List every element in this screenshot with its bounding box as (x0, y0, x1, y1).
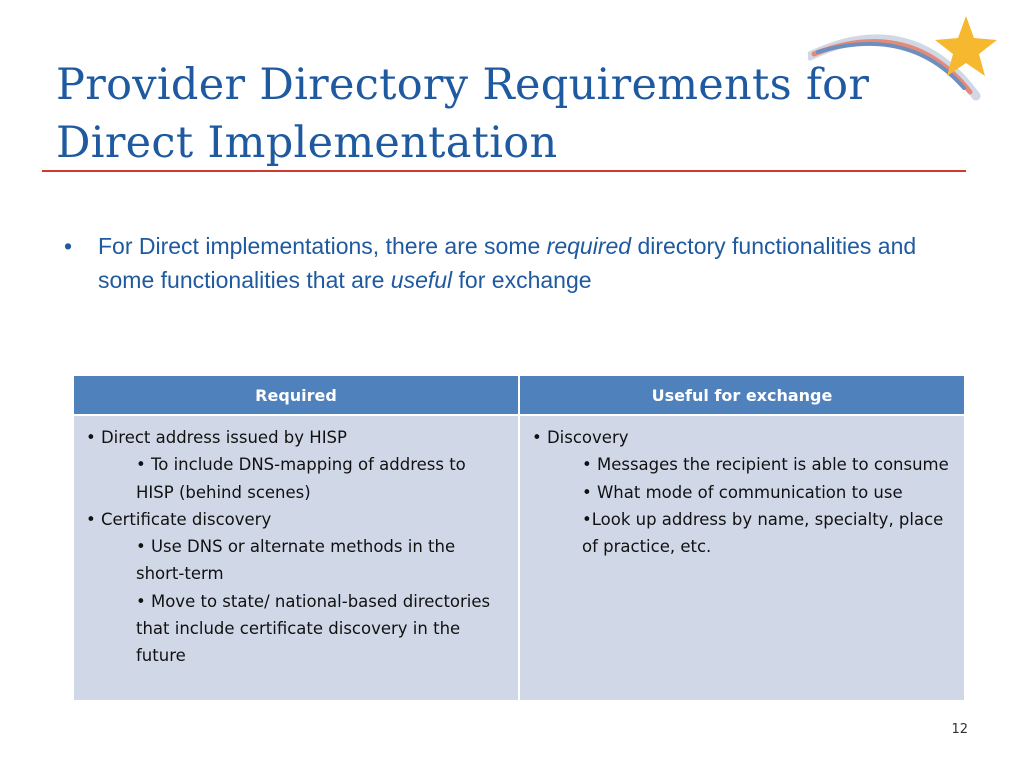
title-line-1: Provider Directory Requirements for (56, 60, 870, 110)
list-item: • Direct address issued by HISP (86, 428, 347, 447)
intro-text-part-1: For Direct implementations, there are some (98, 233, 547, 259)
intro-emphasis-useful: useful (390, 267, 453, 293)
useful-cell (519, 415, 965, 701)
intro-emphasis-required: required (546, 233, 632, 259)
list-subitem: • Messages the recipient is able to consume (582, 455, 949, 475)
slide-title (56, 56, 936, 172)
list-subitem: • Use DNS or alternate methods in the short-term (136, 537, 456, 584)
list-subitem: • Move to state/ national-based directories that include certificate discovery in the future (136, 591, 491, 666)
list-subitem: • What mode of communication to use (582, 482, 903, 502)
list-subitem: • To include DNS-mapping of address to HISP (behind scenes) (136, 455, 466, 502)
required-cell (73, 415, 519, 701)
bullet-marker: • (64, 233, 73, 259)
list-item: • Certificate discovery (86, 509, 272, 529)
intro-text-part-3: for exchange (452, 267, 592, 293)
title-divider (42, 170, 966, 172)
page-number: 12 (951, 722, 968, 737)
header-required: Required (73, 375, 519, 415)
list-item: • Discovery (532, 428, 629, 447)
list-subitem: •Look up address by name, specialty, place of practice, etc. (582, 509, 944, 557)
header-useful-for-exchange: Useful for exchange (519, 375, 965, 415)
intro-bullet-text (98, 229, 958, 297)
title-line-2: Direct Implementation (56, 118, 558, 168)
table-row (73, 415, 965, 701)
table-header-row (73, 375, 965, 415)
requirements-table (72, 374, 966, 702)
intro-text-part-2: directory functionalities and some functionalities that are (98, 233, 917, 293)
